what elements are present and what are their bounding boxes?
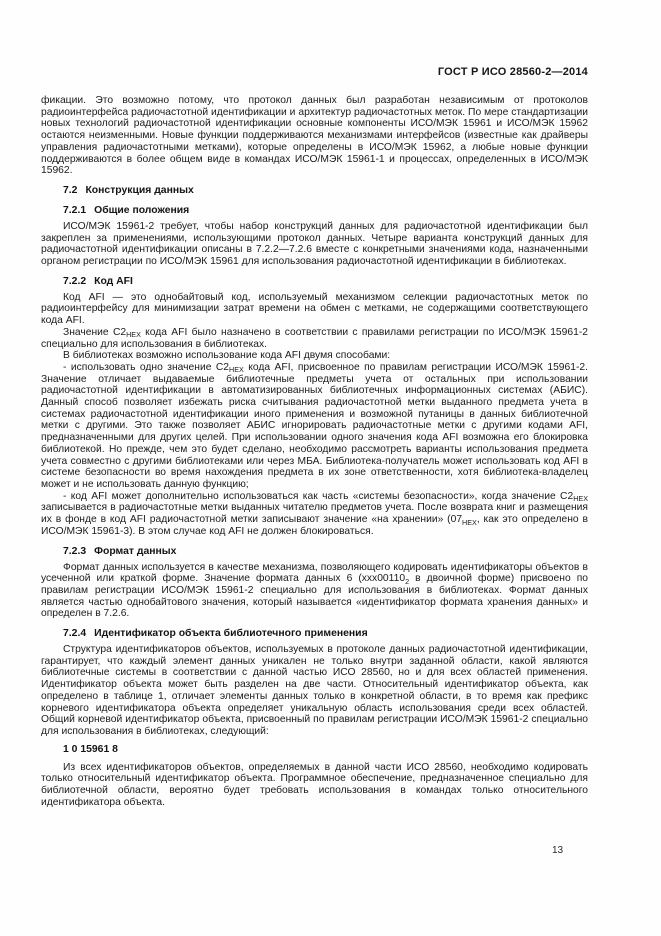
document-body (41, 95, 588, 808)
hex-subscript: HEX (229, 365, 244, 375)
text-run: Формат данных используется в качестве механизма, позволяющего кодировать идентификаторы объектов в усеченной или краткой форме. Значение формата данных 6 (xxx00110 (41, 561, 588, 585)
text-run: кода AFI было назначено в соответствии с правилами регистрации по ИСО/МЭК 15961-2 специально для использования в библиотеках. (41, 326, 588, 350)
section-title: Формат данных (94, 545, 177, 557)
paragraph-data-format (41, 562, 588, 621)
section-heading-7-2-3 (41, 546, 588, 558)
paragraph-relative-identifier-note: Из всех идентификаторов объектов, определяемых в данной части ИСО 28560, необходимо кодировать только относительный идентификатор объекта. Программное обеспечение, предназначенное специально для библиотечной области, вероятно будет требовать использования в командах только относительного идентификатора объекта. (41, 761, 588, 808)
section-number: 7.2.2 (63, 275, 87, 287)
paragraph-way-two (41, 491, 588, 538)
paragraph-afi-value (41, 327, 588, 350)
page-number: 13 (552, 845, 564, 856)
running-header-doc-code: ГОСТ Р ИСО 28560-2—2014 (437, 66, 588, 78)
paragraph-two-ways: В библиотеках возможно использование кода AFI двумя способами: (63, 350, 391, 362)
section-heading-7-2-2 (41, 276, 588, 288)
paragraph-afi-definition: Код AFI — это однобайтовый код, используемый механизмом селекции радиочастотных меток по радиоинтерфейсу для минимизации затрат времени на обмен с метками, не содержащими соответствующего кода AFI. (41, 291, 588, 327)
section-number: 7.2.3 (63, 545, 87, 557)
section-number: 7.2.1 (63, 204, 87, 216)
section-number: 7.2 (63, 184, 78, 196)
paragraph-continuation: фикации. Это возможно потому, что протокол данных был разработан независимым от протоколов радиоинтерфейса радиочастотной идентификации и архитектур радиочастотных меток. По мере стандартизации новых технологий радиочастотной идентификации основные компоненты ИСО/МЭК 15961 и ИСО/МЭК 15962 остаются неизменными. Новые функции поддерживаются механизмами интерфейсов (известные как драйверы управления радиочастотными метками), которые определены в ИСО/МЭК 15962, а любые новые функции поддерживаются в более общем виде в командах ИСО/МЭК 15961-1 и процессах, определенных в ИСО/МЭК 15962. (41, 95, 588, 177)
section-heading-7-2-1 (41, 205, 588, 217)
section-title: Код AFI (94, 275, 133, 287)
section-number: 7.2.4 (63, 628, 87, 640)
text-run: , как это определено в ИСО/МЭК 15961-3). В этом случае код AFI не должен блокироваться. (41, 514, 588, 537)
section-heading-7-2-4 (41, 628, 588, 640)
hex-subscript: HEX (573, 494, 588, 504)
binary-subscript: 2 (405, 576, 410, 586)
text-run: записывается в радиочастотные метки выданных читателю предметов учета. После возврата книг и размещения их в фонде в код AFI радиочастотной метки записывают значение «на хранении» (07 (41, 502, 588, 526)
section-title: Идентификатор объекта библиотечного применения (94, 628, 368, 640)
paragraph-general-provisions: ИСО/МЭК 15961-2 требует, чтобы набор конструкций данных для радиочастотной идентификации был закреплен за применениями, использующими протокол данных. Четыре варианта конструкций данных для радиочастотной идентификации описаны в 7.2.2—7.2.6 вместе с конкретными значениями кода, назначенными органом регистрации по ИСО/МЭК 15961 для использования радиочастотной идентификации в библиотеках. (41, 220, 588, 268)
text-run: в двоичной форме) присвоено по правилам регистрации ИСО/МЭК 15961-2 специально для использования в библиотеках. Формат данных является частью однобайтового значения, который называется «идентификатор формата хранения данных» и определен в 7.2.6. (41, 573, 589, 620)
paragraph-way-one (41, 362, 588, 491)
section-heading-7-2 (41, 185, 588, 197)
text-run: кода AFI, присвоенное по правилам регистрации ИСО/МЭК 15961-2. Значение отличает выдаваемые библиотечные предметы учета от остальных при использовании радиочастотной идентификации в автоматизированных библиотечных информационных системах (АБИС). Данный способ позволяет избежать риска считывания радиочастотной метки выданного предмета учета в системах радиочастотной идентификации иного применения и возможной путаницы в данных библиотечной метки с другими. Это также позволяет АБИС игнорировать радиочастотные метки с другими кодами AFI, предназначенными для других целей. При использовании одного значения кода AFI возможна его блокировка библиотекой. Но прежде, чем это будет сделано, необходимо рассмотреть варианты использования предмета учета совместно с другими библиотеками или через МБА. Библиотека-получатель может использовать код AFI в системе безопасности во время нахождения предмета в их зоне ответственности, хотя библиотека-владелец может и не использовать данную функцию; (41, 361, 588, 490)
hex-subscript: HEX (462, 517, 477, 527)
paragraph-object-identifier: Структура идентификаторов объектов, используемых в протоколе данных радиочастотной идентификации, гарантирует, что каждый элемент данных уникален не только внутри заданной области, какой являются библиотечные системы в соответствии с данной частью ИСО 28560, но и для всех областей применения. Идентификатор объекта может быть разделен на две части. Относительный идентификатор объекта, как определено в таблице 1, отличает элементы данных только в конкретной области, в то время как префикс корневого идентификатора объекта определяет уникальную область использования среди всех областей. Общий корневой идентификатор объекта, присвоенный по правилам регистрации ИСО/МЭК 15961-2 специально для использования в библиотеках, следующий: (41, 644, 588, 737)
hex-subscript: HEX (126, 330, 141, 340)
text-run: Значение C2 (63, 326, 127, 338)
root-object-identifier-value: 1 0 15961 8 (63, 743, 118, 755)
section-title: Конструкция данных (85, 184, 194, 196)
text-run: - код AFI может дополнительно использоваться как часть «системы безопасности», когда значение C2 (63, 490, 574, 502)
section-title: Общие положения (94, 204, 190, 216)
text-run: - использовать одно значение C2 (63, 361, 230, 373)
